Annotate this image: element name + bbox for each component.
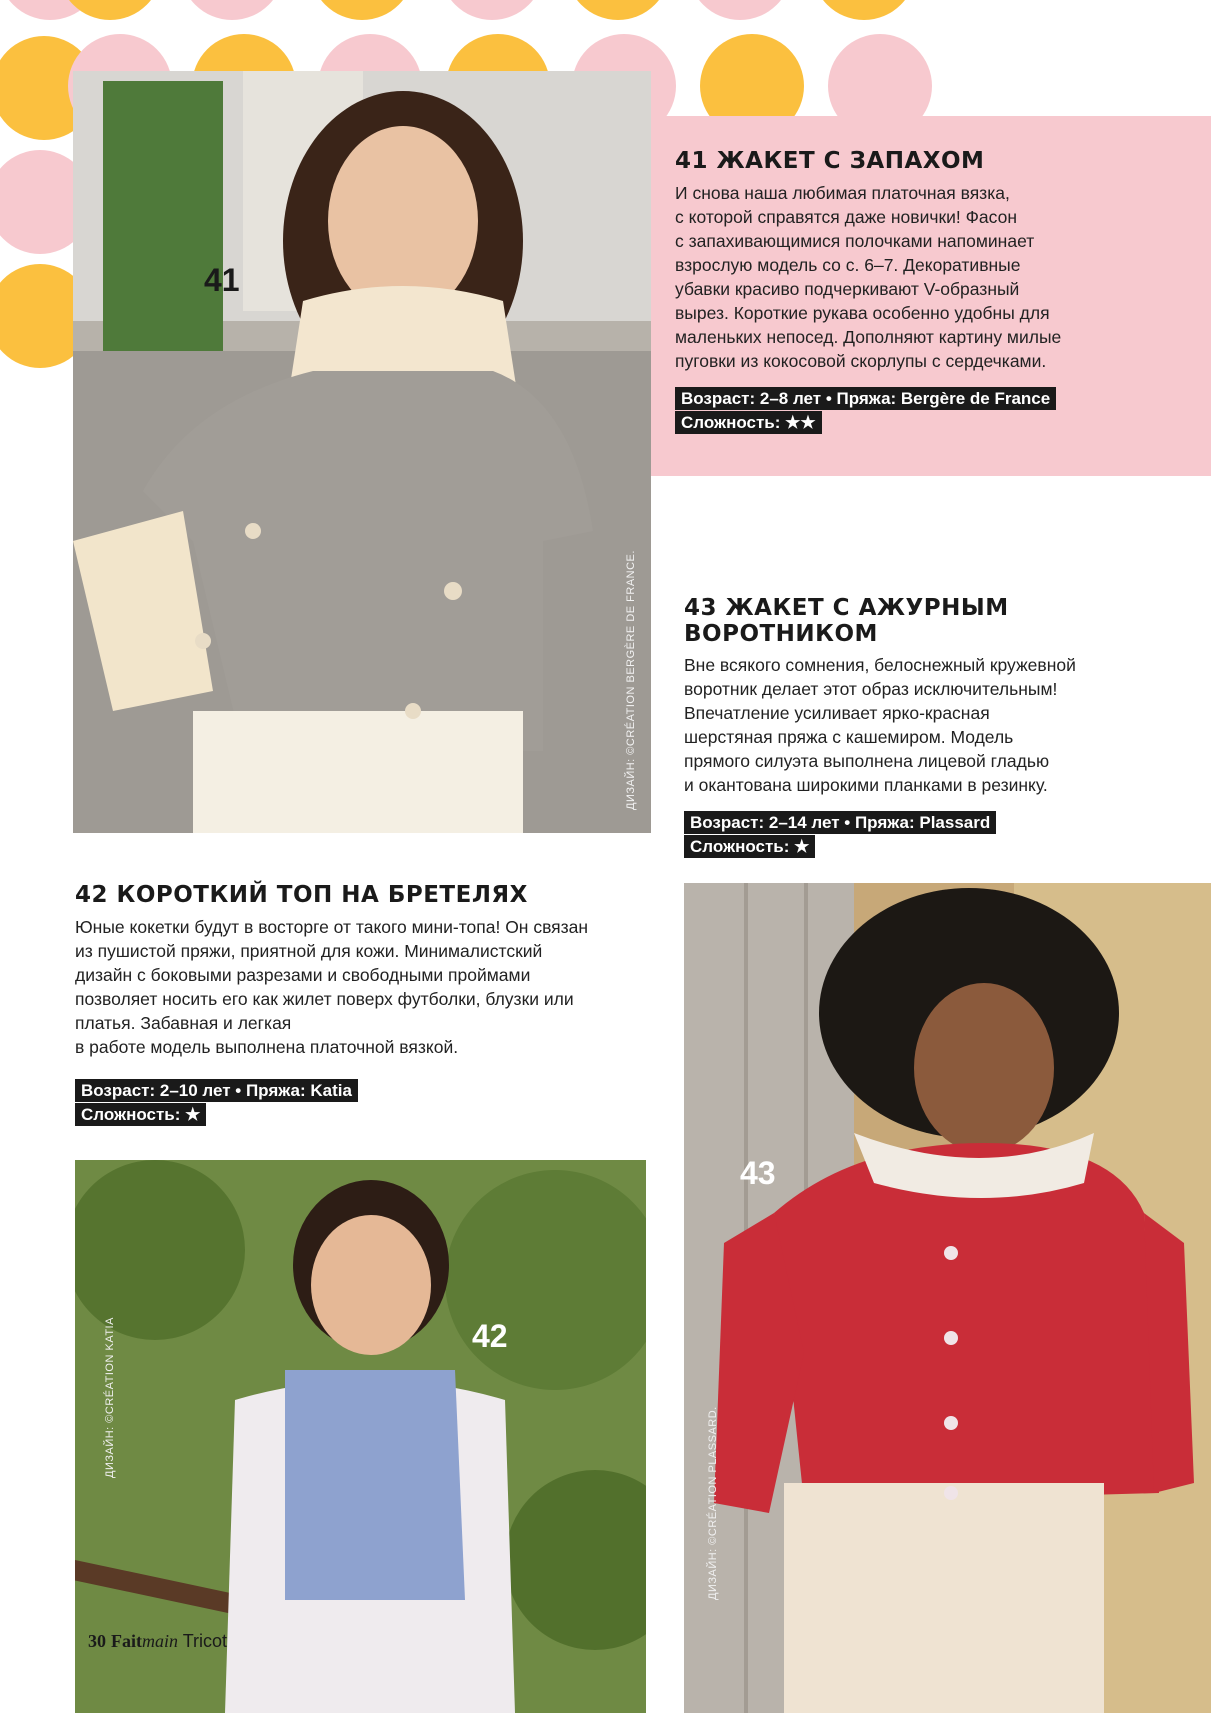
article-42-title: 42 КОРОТКИЙ ТОП НА БРЕТЕЛЯХ (75, 882, 528, 908)
photo-43 (684, 883, 1211, 1713)
page-footer (88, 1631, 227, 1652)
article-41-info (675, 387, 1056, 435)
article-42-age-yarn: Возраст: 2–10 лет • Пряжа: Katia (75, 1079, 358, 1102)
photo-43-credit: ДИЗАЙН: ©CRÉATION PLASSARD. (707, 1406, 719, 1600)
article-41-title: 41 ЖАКЕТ С ЗАПАХОМ (675, 148, 985, 174)
photo-43-number: 43 (740, 1155, 776, 1191)
photo-41 (73, 71, 651, 833)
brand-fait: Fait (111, 1631, 143, 1651)
brand-tricot: Tricot (182, 1631, 228, 1651)
photo-42-credit: ДИЗАЙН: ©CRÉATION KATIA (104, 1317, 116, 1478)
article-41-body: И снова наша любимая платочная вязка, с которой справятся даже новички! Фасон с запахивающимися полочками напоминает взрослую модель со с. 6–7. Декоративные убавки красиво подчеркивают V-образный вырез. Короткие рукава особенно удобны для маленьких непосед. Дополняют картину милые пуговки из кокосовой скорлупы с сердечками. (675, 183, 1062, 371)
photo-41-credit: ДИЗАЙН: ©CRÉATION BERGÈRE DE FRANCE. (625, 550, 637, 810)
article-42-difficulty: Сложность: ★ (75, 1103, 206, 1126)
article-42-body: Юные кокетки будут в восторге от такого мини-топа! Он связан из пушистой пряжи, приятной для кожи. Минималистский дизайн с боковыми разрезами и свободными проймами позволяет носить его как жилет поверх футболки, блузки или платья. Забавная и легкая в работе модель выполнена платочной вязкой. (75, 917, 589, 1057)
photo-41-number: 41 (204, 262, 240, 298)
article-41-age-yarn: Возраст: 2–8 лет • Пряжа: Bergère de France (675, 387, 1056, 410)
article-41-difficulty: Сложность: ★★ (675, 411, 822, 434)
article-43-body: Вне всякого сомнения, белоснежный кружевной воротник делает этот образ исключительным! Впечатление усиливает ярко-красная шерстяная пряжа с кашемиром. Модель прямого силуэта выполнена лицевой гладью и окантована широкими планками в резинку. (684, 655, 1076, 795)
article-42-info (75, 1079, 358, 1127)
article-43-age-yarn: Возраст: 2–14 лет • Пряжа: Plassard (684, 811, 996, 834)
article-43-difficulty: Сложность: ★ (684, 835, 815, 858)
photo-42-number: 42 (472, 1318, 508, 1354)
page-number: 30 (88, 1631, 106, 1651)
article-43-info (684, 811, 996, 859)
brand-main: main (142, 1631, 179, 1651)
article-43-title: 43 ЖАКЕТ С АЖУРНЫМ ВОРОТНИКОМ (684, 595, 1009, 647)
